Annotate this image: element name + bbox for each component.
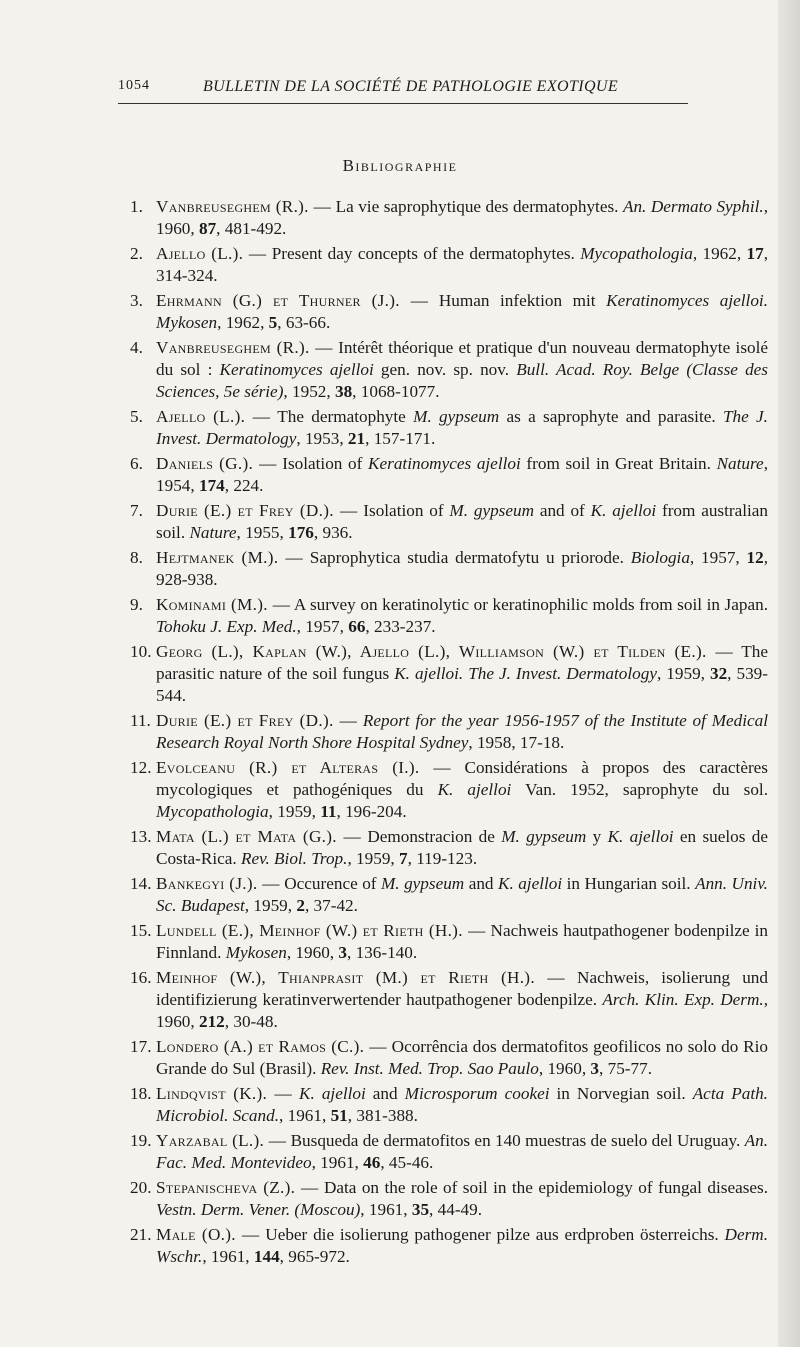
reference-text: , 1957, — [296, 617, 349, 636]
reference-journal: The J. Invest. Dermatology — [156, 407, 768, 448]
reference-journal: Rev. Inst. Med. Trop. Sao Paulo — [320, 1059, 539, 1078]
reference-pages: , 37-42. — [304, 896, 358, 915]
reference-volume: 35 — [411, 1200, 430, 1219]
reference-volume: 32 — [709, 664, 728, 683]
reference-title: Occurence of — [279, 874, 381, 893]
reference-pages: , 381-388. — [347, 1106, 418, 1125]
reference-item — [130, 337, 768, 403]
reference-pages: , 75-77. — [599, 1059, 653, 1078]
reference-journal: Tohoku J. Exp. Med. — [156, 617, 297, 636]
reference-authors: Evolceanu (R.) et Alteras (I.). — — [156, 758, 451, 777]
reference-text: , 1961, — [202, 1247, 254, 1266]
reference-journal: An. Dermato Syphil. — [622, 197, 764, 216]
reference-journal: Biologia — [630, 548, 690, 567]
reference-item — [130, 243, 768, 287]
reference-text: , 1952, — [283, 382, 335, 401]
reference-journal: Mycopathologia — [156, 802, 269, 821]
reference-item — [130, 641, 768, 707]
reference-journal: Keratinomyces ajelloi. Mykosen — [156, 291, 768, 332]
reference-authors: Durie (E.) et Frey (D.). — — [156, 711, 358, 730]
reference-title: Saprophytica studia dermatofytu u priorode. — [302, 548, 631, 567]
reference-volume: 176 — [288, 523, 314, 542]
reference-number: 18. — [130, 1084, 152, 1103]
reference-volume: 38 — [334, 382, 353, 401]
reference-text: , 1954, — [156, 454, 768, 495]
reference-text: , 1953, — [296, 429, 348, 448]
reference-journal: An. Fac. Med. Montevideo — [156, 1131, 769, 1172]
reference-title: Present day concepts of the dermatophytes. — [266, 244, 581, 263]
reference-number: 7. — [130, 501, 143, 520]
reference-item — [130, 290, 768, 334]
page-edge — [778, 0, 800, 1347]
reference-pages: , 196-204. — [336, 802, 407, 821]
reference-item — [130, 1130, 768, 1174]
reference-authors: Stepanischeva (Z.). — — [156, 1178, 319, 1197]
reference-title: Nachweis, isolierung und identifizierung keratinverwertender hautpathogener bodenpilze. — [156, 968, 768, 1009]
reference-number: 8. — [130, 548, 143, 567]
reference-journal: Rev. Biol. Trop. — [240, 849, 348, 868]
reference-text: as a saprophyte and parasite. — [499, 407, 723, 426]
reference-title — [292, 1084, 299, 1103]
reference-title: Busqueda de dermatofitos en 140 muestras de suelo del Uruguay. — [286, 1131, 745, 1150]
reference-item — [130, 920, 768, 964]
reference-volume: 21 — [347, 429, 366, 448]
reference-journal: K. ajelloi — [437, 780, 512, 799]
reference-journal: K. ajelloi — [497, 874, 563, 893]
reference-journal: M. gypseum — [413, 407, 500, 426]
reference-authors: Mata (L.) et Mata (G.). — — [156, 827, 361, 846]
reference-journal: Keratinomyces ajelloi — [368, 454, 521, 473]
reference-title: Ocorrência dos dermatofitos geofilicos no solo do Rio Grande do Sul (Brasil). — [156, 1037, 768, 1078]
reference-title: Ueber die isolierung pathogener pilze aus erdproben österreichs. — [259, 1225, 725, 1244]
reference-volume: 3 — [338, 943, 347, 962]
reference-authors: Ehrmann (G.) et Thurner (J.). — — [156, 291, 429, 310]
reference-pages: , 44-49. — [429, 1200, 483, 1219]
reference-item — [130, 757, 768, 823]
reference-number: 14. — [130, 874, 152, 893]
reference-title: Isolation of — [276, 454, 369, 473]
reference-pages: , 481-492. — [216, 219, 287, 238]
reference-authors: Male (O.). — — [156, 1225, 260, 1244]
reference-pages: , 30-48. — [224, 1012, 278, 1031]
reference-text: en suelos de Costa-Rica. — [156, 827, 768, 868]
reference-authors: Kominami (M.). — — [156, 595, 291, 614]
reference-text: and — [464, 874, 498, 893]
reference-pages: , 233-237. — [365, 617, 436, 636]
reference-text: , 1955, — [236, 523, 289, 542]
reference-pages: , 119-123. — [407, 849, 478, 868]
reference-number: 17. — [130, 1037, 152, 1056]
reference-title: The parasitic nature of the soil fungus — [156, 642, 768, 683]
reference-authors: Lundell (E.), Meinhof (W.) et Rieth (H.). — — [156, 921, 486, 940]
journal-title: BULLETIN DE LA SOCIÉTÉ DE PATHOLOGIE EXOTIQUE — [203, 78, 619, 95]
reference-pages: , 314-324. — [156, 244, 769, 285]
reference-list — [130, 196, 768, 1271]
reference-pages: , 63-66. — [277, 313, 331, 332]
reference-text: , 1961, — [279, 1106, 331, 1125]
reference-number: 5. — [130, 407, 143, 426]
reference-pages: , 928-938. — [156, 548, 768, 589]
reference-text: , 1961, — [360, 1200, 412, 1219]
reference-authors: Lindqvist (K.). — — [156, 1084, 292, 1103]
reference-volume: 174 — [198, 476, 225, 495]
section-title: Bibliographie — [342, 156, 458, 175]
reference-authors: Vanbreuseghem (R.). — — [156, 197, 332, 216]
reference-item — [130, 453, 768, 497]
reference-volume: 144 — [253, 1247, 280, 1266]
reference-title: The dermatophyte — [270, 407, 414, 426]
reference-text: y — [586, 827, 608, 846]
reference-volume: 5 — [268, 313, 278, 332]
reference-pages: , 157-171. — [365, 429, 436, 448]
reference-item — [130, 710, 768, 754]
reference-text: Van. 1952, saprophyte du sol. — [511, 780, 768, 799]
reference-text: , 1960, — [156, 990, 769, 1031]
reference-pages: , 936. — [313, 523, 353, 542]
reference-number: 21. — [130, 1225, 152, 1244]
reference-text: from soil in Great Britain. — [520, 454, 717, 473]
reference-volume: 66 — [348, 617, 366, 636]
reference-journal: K. ajelloi — [590, 501, 657, 520]
reference-pages: , 1068-1077. — [352, 382, 440, 401]
reference-text: in Hungarian soil. — [562, 874, 696, 893]
reference-title: Nachweis hautpathogener bodenpilze in Finnland. — [156, 921, 768, 962]
reference-title: Considérations à propos des caractères mycologiques et pathogéniques du — [156, 758, 768, 799]
reference-item — [130, 826, 768, 870]
reference-authors: Bankegyi (J.). — — [156, 874, 280, 893]
reference-number: 3. — [130, 291, 143, 310]
reference-title: Isolation of — [357, 501, 450, 520]
reference-authors: Ajello (L.). — — [156, 407, 271, 426]
reference-item — [130, 873, 768, 917]
reference-authors: Ajello (L.). — — [156, 244, 267, 263]
reference-journal: Arch. Klin. Exp. Derm. — [602, 990, 764, 1009]
reference-text: , 1959, — [244, 896, 297, 915]
reference-number: 20. — [130, 1178, 152, 1197]
reference-item — [130, 967, 768, 1033]
reference-journal: Acta Path. Microbiol. Scand. — [156, 1084, 768, 1125]
reference-number: 6. — [130, 454, 143, 473]
reference-text: gen. nov. sp. nov. — [373, 360, 517, 379]
header-rule — [118, 103, 688, 104]
reference-text: , 1959, — [656, 664, 710, 683]
reference-text: , 1957, — [689, 548, 747, 567]
reference-volume: 17 — [746, 244, 764, 263]
reference-journal: M. gypseum — [501, 827, 587, 846]
reference-authors: Daniels (G.). — — [156, 454, 277, 473]
reference-text: , 1959, — [268, 802, 321, 821]
reference-title: A survey on keratinolytic or keratinophilic molds from soil in Japan. — [290, 595, 768, 614]
reference-item — [130, 1224, 768, 1268]
reference-volume: 7 — [399, 849, 408, 868]
reference-text: , 1962, — [692, 244, 747, 263]
reference-pages: , 136-140. — [346, 943, 418, 962]
reference-number: 16. — [130, 968, 152, 987]
reference-journal: Keratinomyces ajelloi — [219, 360, 374, 379]
reference-journal: Microsporum cookei — [404, 1084, 550, 1103]
reference-journal: Nature — [189, 523, 237, 542]
reference-volume: 12 — [746, 548, 764, 567]
reference-title: Data on the role of soil in the epidemiology of fungal diseases. — [318, 1178, 769, 1197]
reference-journal: Nature — [716, 454, 764, 473]
reference-volume: 212 — [198, 1012, 225, 1031]
reference-text: , 1961, — [311, 1153, 364, 1172]
reference-authors: Durie (E.) et Frey (D.). — — [156, 501, 358, 520]
reference-number: 10. — [130, 642, 152, 661]
reference-journal: Ann. Univ. Sc. Budapest — [156, 874, 768, 915]
reference-number: 12. — [130, 758, 152, 777]
reference-item — [130, 1177, 768, 1221]
reference-pages: , 965-972. — [279, 1247, 350, 1266]
reference-number: 9. — [130, 595, 143, 614]
reference-authors: Meinhof (W.), Thianprasit (M.) et Rieth (H.). — — [156, 968, 565, 987]
reference-journal: K. ajelloi — [299, 1084, 366, 1103]
reference-authors: Hejtmanek (M.). — — [156, 548, 303, 567]
reference-journal: Mykosen — [225, 943, 287, 962]
reference-title: Demonstracion de — [361, 827, 502, 846]
reference-authors: Londero (A.) et Ramos (C.). — — [156, 1037, 387, 1056]
reference-text: , 1959, — [347, 849, 399, 868]
reference-text: and of — [534, 501, 591, 520]
reference-journal: Bull. Acad. Roy. Belge (Classe des Sciences, 5e série) — [156, 360, 768, 401]
reference-journal: Report for the year 1956-1957 of the Institute of Medical Research Royal North Shore Hospital Sydney — [156, 711, 769, 752]
reference-number: 11. — [130, 711, 151, 730]
reference-volume: 51 — [330, 1106, 348, 1125]
reference-item — [130, 547, 768, 591]
reference-text: , 1960, — [156, 197, 768, 238]
reference-text: , 1960, — [286, 943, 339, 962]
reference-pages: , 45-46. — [380, 1153, 434, 1172]
reference-volume: 11 — [320, 802, 337, 821]
reference-item — [130, 500, 768, 544]
reference-pages: 17-18. — [519, 733, 565, 752]
reference-journal: Derm. Wschr. — [156, 1225, 768, 1266]
reference-text: in Norvegian soil. — [549, 1084, 693, 1103]
reference-item — [130, 406, 768, 450]
reference-text: , 1958, — [468, 733, 520, 752]
reference-journal: K. ajelloi. The J. Invest. Dermatology — [394, 664, 657, 683]
reference-journal: Mycopathologia — [580, 244, 693, 263]
reference-journal: M. gypseum — [449, 501, 534, 520]
reference-volume: 3 — [590, 1059, 600, 1078]
reference-volume: 2 — [296, 896, 305, 915]
reference-number: 2. — [130, 244, 143, 263]
reference-volume: 87 — [198, 219, 217, 238]
reference-text: and — [365, 1084, 405, 1103]
reference-authors: Vanbreuseghem (R.). — — [156, 338, 333, 357]
reference-text: , 1962, — [217, 313, 269, 332]
reference-item — [130, 594, 768, 638]
reference-title: Intérêt théorique et pratique d'un nouveau dermatophyte isolé du sol : — [156, 338, 769, 379]
reference-journal: M. gypseum — [380, 874, 465, 893]
reference-number: 19. — [130, 1131, 152, 1150]
reference-item — [130, 1083, 768, 1127]
reference-authors: Yarzabal (L.). — — [156, 1131, 287, 1150]
reference-journal: Vestn. Derm. Vener. (Moscou) — [156, 1200, 361, 1219]
page-number: 1054 — [118, 78, 150, 93]
reference-journal: K. ajelloi — [607, 827, 674, 846]
reference-number: 4. — [130, 338, 143, 357]
reference-title: Human infektion mit — [428, 291, 607, 310]
reference-volume: 46 — [363, 1153, 381, 1172]
reference-item — [130, 1036, 768, 1080]
reference-text: , 1960, — [538, 1059, 591, 1078]
reference-number: 1. — [130, 197, 143, 216]
reference-pages: , 539-544. — [156, 664, 768, 705]
reference-pages: , 224. — [224, 476, 264, 495]
reference-authors: Georg (L.), Kaplan (W.), Ajello (L.), Williamson (W.) et Tilden (E.). — — [156, 642, 733, 661]
reference-text: from australian soil. — [156, 501, 769, 542]
reference-item — [130, 196, 768, 240]
reference-number: 13. — [130, 827, 152, 846]
reference-number: 15. — [130, 921, 152, 940]
reference-title: La vie saprophytique des dermatophytes. — [331, 197, 623, 216]
